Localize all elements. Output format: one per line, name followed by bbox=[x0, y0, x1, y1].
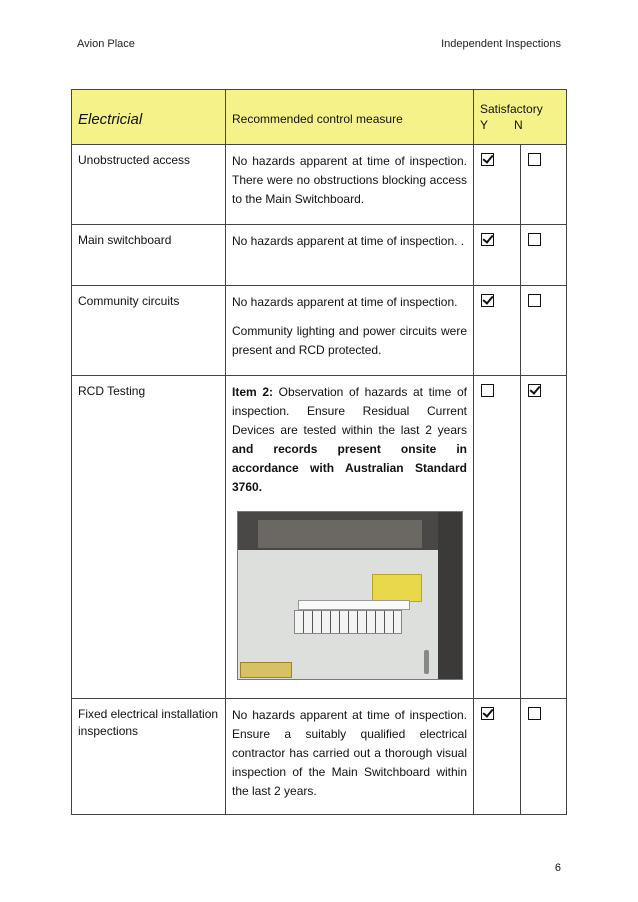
yes-checkbox[interactable] bbox=[481, 294, 494, 307]
yes-heading: Y bbox=[480, 118, 489, 132]
header-right: Independent Inspections bbox=[441, 38, 561, 50]
table-row bbox=[72, 286, 567, 376]
table-row bbox=[72, 699, 567, 815]
row-item: RCD Testing bbox=[78, 384, 146, 398]
no-checkbox[interactable] bbox=[528, 233, 541, 246]
header-satisfactory-cell bbox=[474, 90, 567, 145]
table-row bbox=[72, 145, 567, 225]
circuit-breakers bbox=[294, 610, 402, 634]
table-header-row bbox=[72, 90, 567, 145]
yes-checkbox[interactable] bbox=[481, 153, 494, 166]
inspection-table bbox=[71, 89, 567, 815]
row-desc: No hazards apparent at time of inspection. . bbox=[232, 234, 465, 248]
row-item: Main switchboard bbox=[78, 233, 172, 247]
row-desc: No hazards apparent at time of inspection. There were no obstructions blocking access to the Main Switchboard. bbox=[232, 154, 467, 206]
satisfactory-heading: Satisfactory bbox=[480, 102, 543, 116]
no-checkbox[interactable] bbox=[528, 153, 541, 166]
item-label: Item 2: bbox=[232, 385, 273, 399]
header-left: Avion Place bbox=[77, 38, 135, 50]
header-title-cell bbox=[72, 90, 226, 145]
yes-checkbox[interactable] bbox=[481, 384, 494, 397]
table-row bbox=[72, 376, 567, 699]
header-recommended-cell bbox=[226, 90, 474, 145]
section-title: Electricial bbox=[78, 110, 143, 128]
row-item: Fixed electrical installation inspections bbox=[78, 707, 219, 738]
no-checkbox[interactable] bbox=[528, 707, 541, 720]
row-item: Unobstructed access bbox=[78, 153, 191, 167]
no-checkbox[interactable] bbox=[528, 384, 541, 397]
table-row bbox=[72, 225, 567, 286]
manufacturer-logo bbox=[240, 662, 292, 678]
row-item: Community circuits bbox=[78, 294, 180, 308]
switchboard-photo bbox=[237, 511, 463, 680]
row-desc: No hazards apparent at time of inspection. Ensure a suitably qualified electrical contractor has carried out a thorough visual inspection of the Main Switchboard within the last 2 years. bbox=[232, 708, 467, 798]
warning-label bbox=[372, 574, 422, 602]
page-number: 6 bbox=[554, 862, 561, 874]
item-bold-text: and records present onsite in accordance with Australian Standard 3760. bbox=[232, 442, 467, 494]
yes-checkbox[interactable] bbox=[481, 233, 494, 246]
item-text: Observation of hazards at time of inspection. Ensure Residual Current Devices are tested within the last 2 years bbox=[232, 385, 467, 437]
yes-checkbox[interactable] bbox=[481, 707, 494, 720]
row-desc: Community lighting and power circuits were present and RCD protected. bbox=[232, 324, 467, 357]
recommended-heading: Recommended control measure bbox=[232, 112, 403, 126]
row-desc: No hazards apparent at time of inspection. bbox=[232, 295, 458, 309]
no-heading: N bbox=[514, 118, 523, 132]
no-checkbox[interactable] bbox=[528, 294, 541, 307]
row-desc bbox=[232, 383, 467, 497]
